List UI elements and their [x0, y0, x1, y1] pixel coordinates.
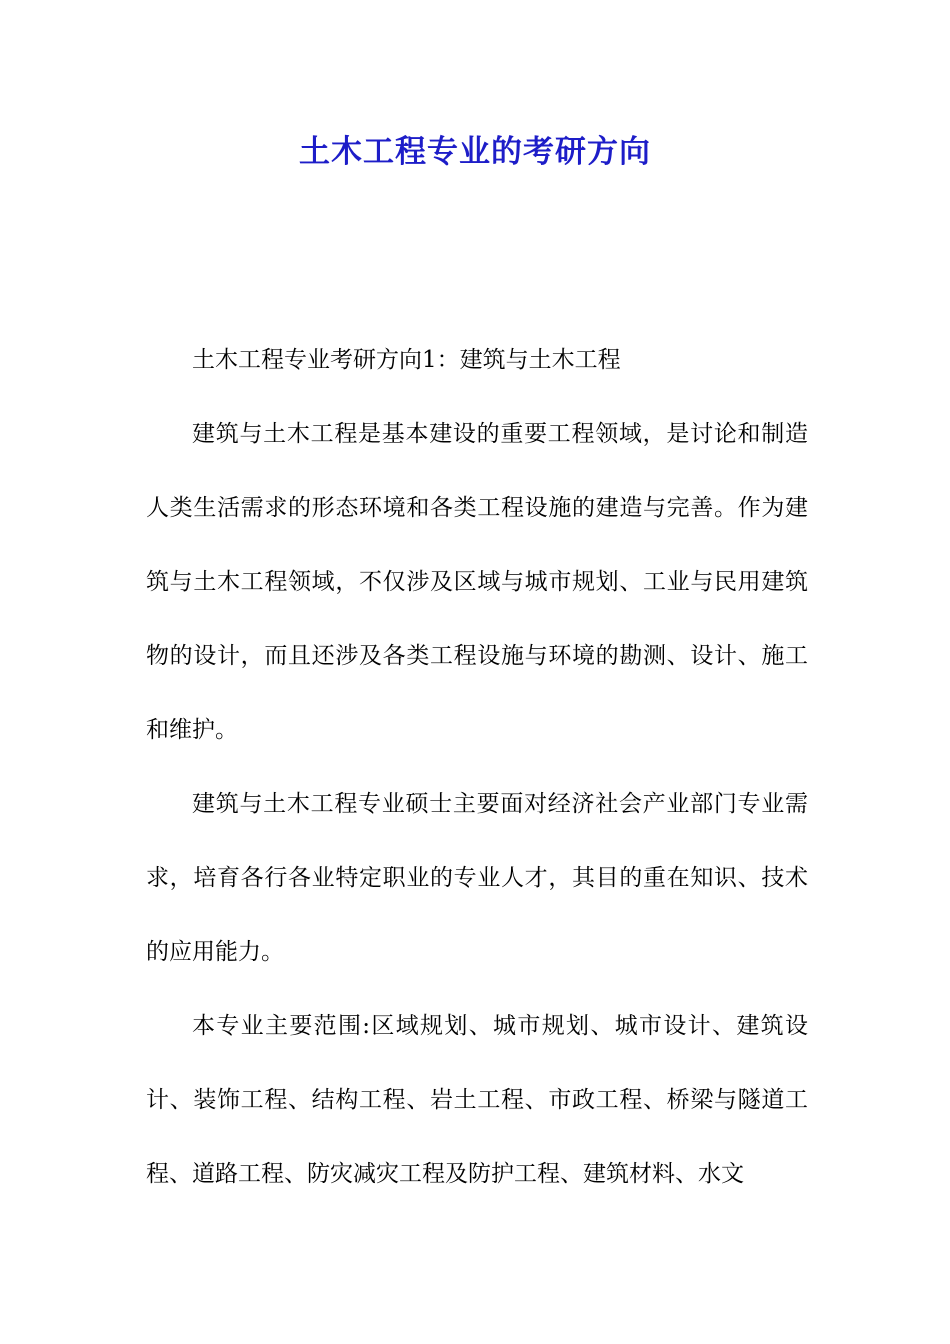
paragraph: 本专业主要范围:区域规划、城市规划、城市设计、建筑设计、装饰工程、结构工程、岩土工程、市政工程、桥梁与隧道工程、道路工程、防灾减灾工程及防护工程、建筑材料、水文: [146, 1013, 808, 1187]
document-title: 土木工程专业的考研方向: [299, 134, 651, 170]
paragraph-heading: 土木工程专业考研方向1：建筑与土木工程: [192, 347, 621, 373]
paragraph: 建筑与土木工程是基本建设的重要工程领域，是讨论和制造人类生活需求的形态环境和各类工程设施的建造与完善。作为建筑与土木工程领域，不仅涉及区域与城市规划、工业与民用建筑物的设计，而且还涉及各类工程设施与环境的勘测、设计、施工和维护。: [146, 421, 808, 743]
paragraph: 建筑与土木工程专业硕士主要面对经济社会产业部门专业需求，培育各行各业特定职业的专业人才，其目的重在知识、技术的应用能力。: [146, 791, 808, 965]
document-body: [146, 323, 808, 1211]
